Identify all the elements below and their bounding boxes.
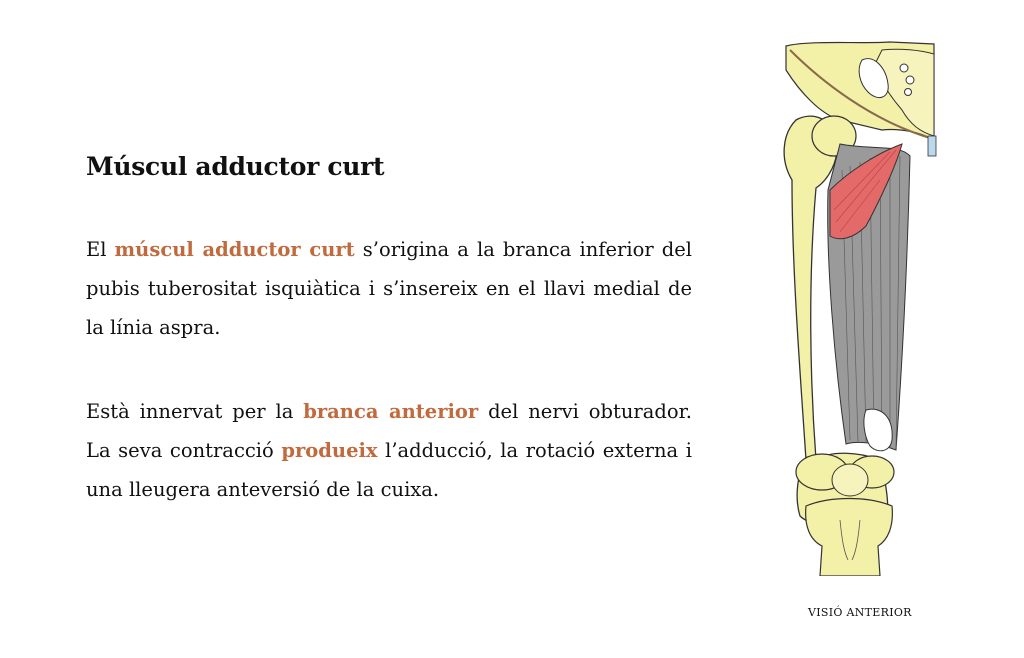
paragraph-innervation-function [86,392,692,509]
highlight-nerve-branch: branca anterior [303,400,479,423]
highlight-produeix: produeix [281,439,378,462]
paragraph-origin-insertion [86,230,692,347]
text-segment: l’adducció, la rotació externa i una lleugera anteversió de la cuixa. [86,439,692,501]
thigh-anatomy-illustration [770,40,938,576]
tibia-bone [806,499,893,577]
page-title: Múscul adductor curt [86,152,385,181]
text-segment: Està innervat per la [86,400,304,423]
figure-caption: VISIÓ ANTERIOR [808,606,912,619]
highlight-muscle-name: múscul adductor curt [114,238,355,261]
text-segment: del nervi obturador. La seva contracció [86,400,692,462]
text-segment: s’origina a la branca inferior del pubis tuberositat isquiàtica i s’insereix en el llavi medial de la línia aspra. [86,238,692,339]
text-segment: El [86,238,115,261]
